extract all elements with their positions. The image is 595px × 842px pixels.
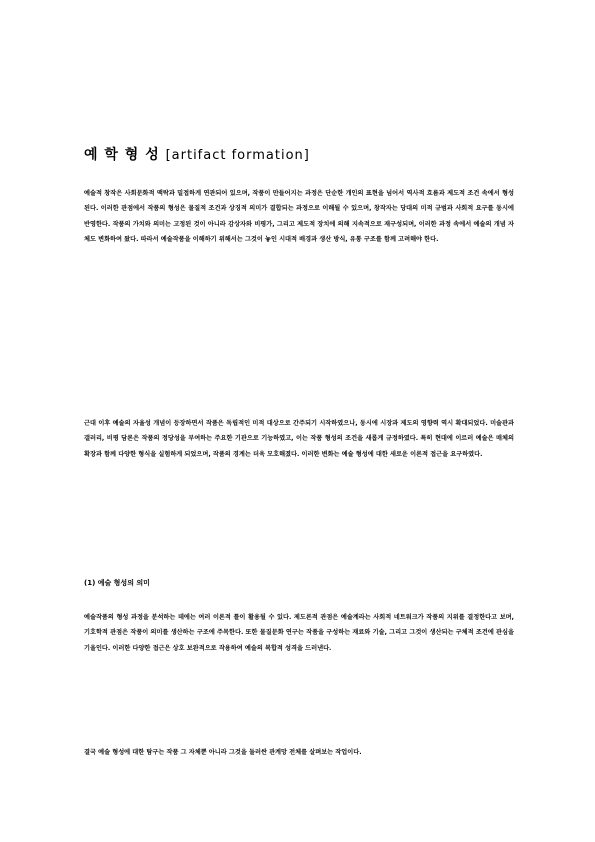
body-paragraph: 예술작품의 형성 과정을 분석하는 데에는 여러 이론적 틀이 활용될 수 있다. 제도론적 관점은 예술계라는 사회적 네트워크가 작품의 지위를 결정한다고 보며, 기호학적 관점은 작품이 의미를 생산하는 구조에 주목한다. 또한 물질문화 연구는 작품을 구성하는 재료와 기술, 그리고 그것이 생산되는 구체적 조건에 관심을 기울인다. 이러한 다양한 접근은 상호 보완적으로 작용하여 예술의 복합적 성격을 드러낸다. bbox=[84, 614, 514, 652]
body-paragraph: 근대 이후 예술의 자율성 개념이 등장하면서 작품은 독립적인 미적 대상으로 간주되기 시작하였으나, 동시에 시장과 제도의 영향력 역시 확대되었다. 미술관과 갤러리, 비평 담론은 작품의 정당성을 부여하는 주요한 기관으로 기능하였고, 이는 작품 형성의 조건을 새롭게 규정하였다. 특히 현대에 이르러 예술은 매체의 확장과 함께 다양한 형식을 실험하게 되었으며, 작품의 경계는 더욱 모호해졌다. 이러한 변화는 예술 형성에 대한 새로운 이론적 접근을 요구하였다. bbox=[84, 420, 514, 458]
page-title bbox=[84, 144, 310, 164]
section-heading: (1) 예술 형성의 의미 bbox=[84, 579, 150, 587]
body-paragraph: 결국 예술 형성에 대한 탐구는 작품 그 자체뿐 아니라 그것을 둘러싼 관계망 전체를 살펴보는 작업이다. bbox=[84, 749, 362, 756]
title-english: [artifact formation] bbox=[165, 148, 310, 163]
body-paragraph: 예술적 창작은 사회문화적 맥락과 밀접하게 연관되어 있으며, 작품이 만들어지는 과정은 단순한 개인의 표현을 넘어서 역사적 흐름과 제도적 조건 속에서 형성된다. 이러한 관점에서 작품의 형성은 물질적 조건과 상징적 의미가 결합되는 과정으로 이해될 수 있으며, 창작자는 당대의 미적 규범과 사회적 요구를 동시에 반영한다. 작품의 가치와 의미는 고정된 것이 아니라 감상자와 비평가, 그리고 제도적 장치에 의해 지속적으로 재구성되며, 이러한 과정 속에서 예술의 개념 자체도 변화하여 왔다. 따라서 예술작품을 이해하기 위해서는 그것이 놓인 시대적 배경과 생산 방식, 유통 구조를 함께 고려해야 한다. bbox=[84, 190, 514, 244]
title-korean: 예 학 형 성 bbox=[84, 147, 160, 163]
